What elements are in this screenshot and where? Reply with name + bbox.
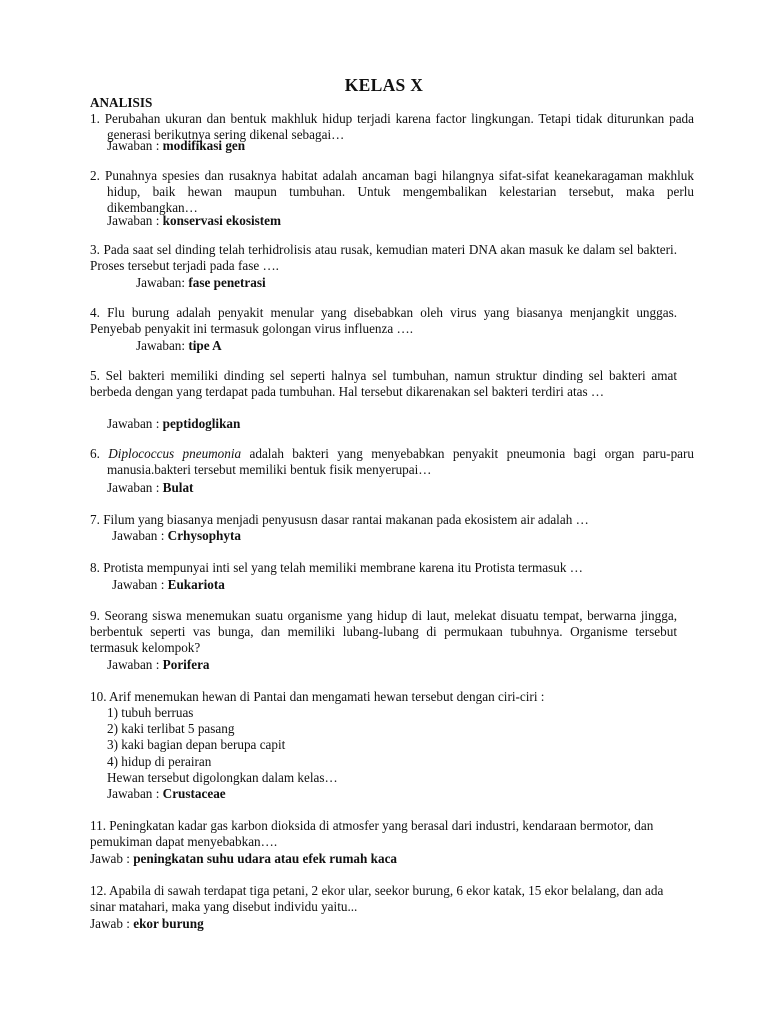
trait-item: 2) kaki terlibat 5 pasang (107, 721, 235, 736)
question-7: 7. Filum yang biasanya menjadi penyususn dasar rantai makanan pada ekosistem air adalah … (90, 512, 589, 527)
answer-value: modifikasi gen (162, 138, 246, 153)
question-text: adalah bakteri yang menyebabkan penyakit pneumonia bagi organ paru-paru manusia.bakteri tersebut memiliki bentuk fisik menyerupai… (107, 446, 694, 478)
answer-value: Bulat (162, 480, 194, 495)
question-2: 2. Punahnya spesies dan rusaknya habitat adalah ancaman bagi hilangnya sifat-sifat keanekaragaman makhluk hidup, baik hewan maupun tumbuhan. Untuk mengembalikan kelestarian tersebut, maka perlu dikembangkan… (90, 168, 694, 216)
answer-label: Jawaban : (107, 480, 163, 495)
answer-11 (90, 851, 677, 867)
answer-value: ekor burung (133, 916, 204, 931)
question-9: 9. Seorang siswa menemukan suatu organisme yang hidup di laut, melekat disuatu tempat, berwarna jingga, berbentuk seperti vas bunga, dan memiliki lubang-lubang di permukaan tubuhnya. Organisme tersebut termasuk kelompok? (90, 608, 677, 656)
answer-label: Jawaban : (107, 416, 163, 431)
answer-label: Jawaban : (107, 657, 163, 672)
trait-item: 4) hidup di perairan (107, 754, 212, 769)
page-title: KELAS X (344, 75, 424, 95)
answer-7 (112, 528, 699, 544)
answer-12 (90, 916, 677, 932)
answer-value: peningkatan suhu udara atau efek rumah kaca (133, 851, 398, 866)
answer-value: Porifera (162, 657, 210, 672)
answer-8 (112, 577, 699, 593)
answer-label: Jawaban : (107, 213, 163, 228)
answer-1 (107, 138, 694, 154)
species-name: Diplococcus pneumonia (108, 446, 242, 461)
answer-value: Eukariota (167, 577, 225, 592)
answer-5 (107, 416, 694, 432)
answer-label: Jawaban : (107, 138, 163, 153)
answer-4 (136, 338, 723, 354)
question-5: 5. Sel bakteri memiliki dinding sel seperti halnya sel tumbuhan, namun struktur dinding sel bakteri amat berbeda dengan yang terdapat pada tumbuhan. Hal tersebut dikarenakan sel bakteri terdiri atas … (90, 368, 677, 400)
answer-6 (107, 480, 694, 496)
answer-value: peptidoglikan (162, 416, 241, 431)
answer-label: Jawaban : (107, 786, 163, 801)
question-3: 3. Pada saat sel dinding telah terhidrolisis atau rusak, kemudian materi DNA akan masuk ke dalam sel bakteri. Proses tersebut terjadi pada fase …. (90, 242, 677, 274)
answer-value: tipe A (188, 338, 222, 353)
question-10: 10. Arif menemukan hewan di Pantai dan mengamati hewan tersebut dengan ciri-ciri : (90, 689, 545, 704)
answer-label: Jawab : (90, 916, 134, 931)
question-4: 4. Flu burung adalah penyakit menular yang disebabkan oleh virus yang biasanya menjangkit unggas. Penyebab penyakit ini termasuk golongan virus influenza …. (90, 305, 677, 337)
answer-value: fase penetrasi (188, 275, 266, 290)
trait-item: 1) tubuh berruas (107, 705, 194, 720)
answer-label: Jawaban : (112, 528, 168, 543)
trait-item: 3) kaki bagian depan berupa capit (107, 737, 286, 752)
question-1: 1. Perubahan ukuran dan bentuk makhluk hidup terjadi karena factor lingkungan. Tetapi tidak diturunkan pada generasi berikutnya sering dikenal sebagai… (90, 111, 694, 143)
answer-value: konservasi ekosistem (162, 213, 281, 228)
answer-label: Jawab : (90, 851, 134, 866)
answer-value: Crhysophyta (167, 528, 241, 543)
answer-label: Jawaban : (112, 577, 168, 592)
section-heading: ANALISIS (90, 95, 153, 110)
question-number: 6. (90, 446, 109, 461)
answer-9 (107, 657, 694, 673)
answer-label: Jawaban: (136, 338, 189, 353)
question-6 (90, 446, 694, 478)
question-11: 11. Peningkatan kadar gas karbon dioksida di atmosfer yang berasal dari industri, kendaraan bermotor, dan pemukiman dapat menyebabkan…. (90, 818, 654, 850)
answer-10 (107, 786, 694, 802)
question-12: 12. Apabila di sawah terdapat tiga petani, 2 ekor ular, seekor burung, 6 ekor katak, 15 ekor belalang, dan ada sinar matahari, maka yang disebut individu yaitu... (90, 883, 664, 915)
answer-value: Crustaceae (162, 786, 226, 801)
answer-label: Jawaban: (136, 275, 189, 290)
answer-2 (107, 213, 694, 229)
question-8: 8. Protista mempunyai inti sel yang telah memiliki membrane karena itu Protista termasuk … (90, 560, 583, 575)
question-10-prompt: Hewan tersebut digolongkan dalam kelas… (107, 770, 338, 785)
answer-3 (136, 275, 723, 291)
